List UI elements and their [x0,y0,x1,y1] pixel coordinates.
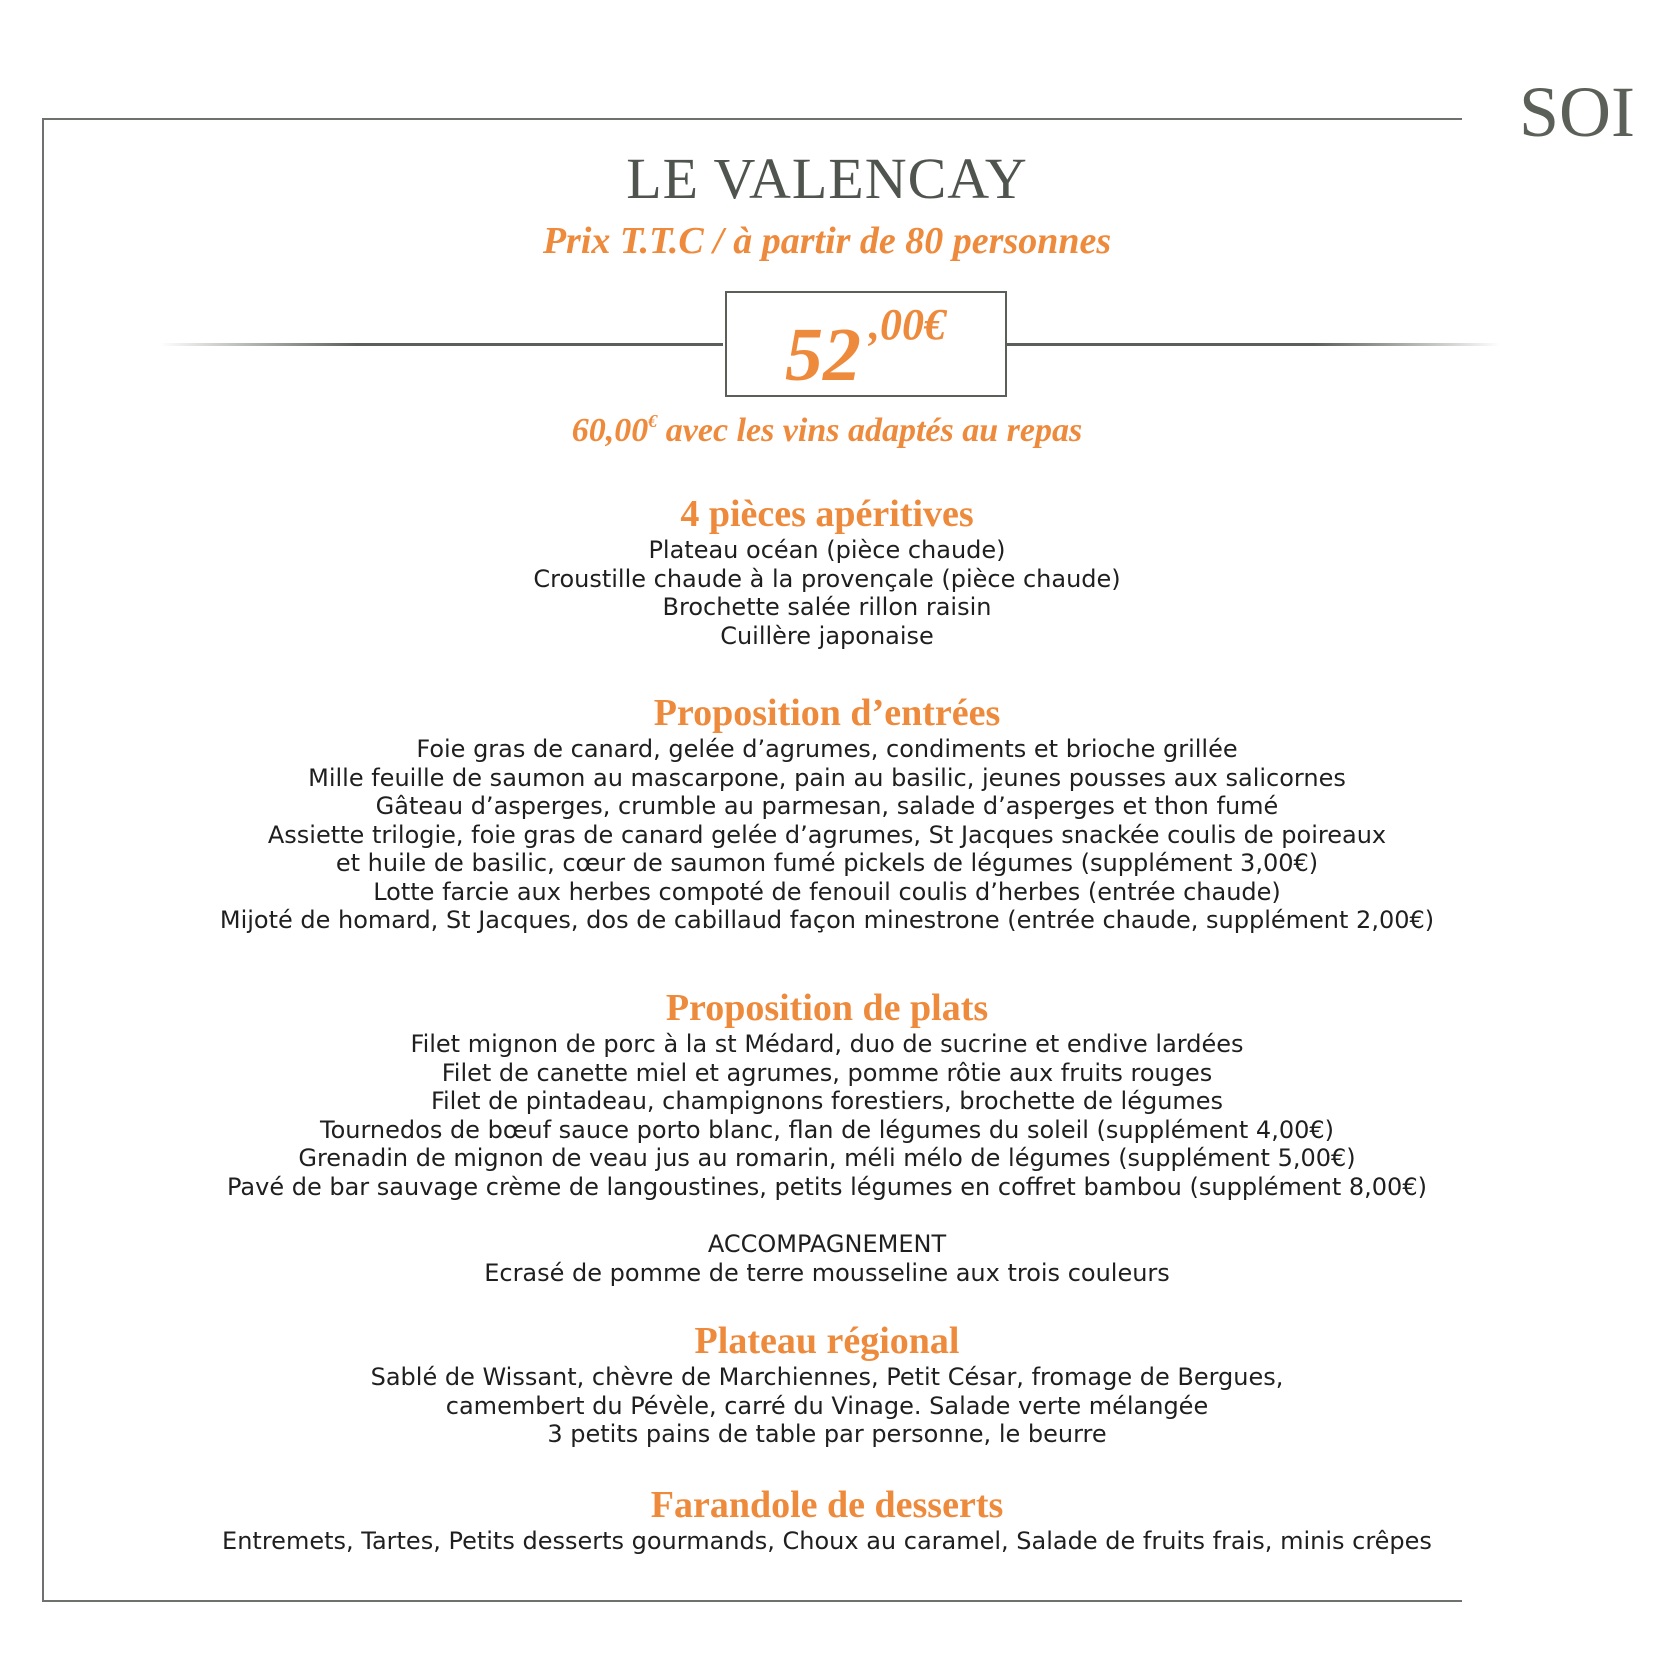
section-plats [42,986,1612,1201]
menu-item: Brochette salée rillon raisin [662,593,992,621]
accompagnement-label: ACCOMPAGNEMENT [707,1230,947,1258]
price-rule-left [160,343,723,346]
wine-price-amount: 60,00 [571,412,649,449]
section-aperitifs [42,492,1612,650]
menu-title: LE VALENCAY [626,146,1028,211]
menu-item: Foie gras de canard, gelée d’agrumes, condiments et brioche grillée [416,735,1238,763]
wine-price-line [42,412,1612,448]
item-list [42,1363,1612,1449]
menu-item: Entremets, Tartes, Petits desserts gourmands, Choux au caramel, Salade de fruits frais, minis crêpes [222,1527,1432,1555]
menu-item: Plateau océan (pièce chaude) [648,536,1006,564]
item-list [42,1527,1612,1556]
item-list [42,536,1612,650]
corner-label: SOI [1519,72,1636,152]
section-desserts [42,1483,1612,1556]
price-rule-right [970,343,1500,346]
menu-item: Tournedos de bœuf sauce porto blanc, flan de légumes du soleil (supplément 4,00€) [320,1115,1334,1144]
menu-item: Gâteau d’asperges, crumble au parmesan, salade d’asperges et thon fumé [375,792,1279,820]
menu-item: camembert du Pévèle, carré du Vinage. Salade verte mélangée [445,1391,1209,1420]
item-list [42,1030,1612,1201]
menu-subtitle: Prix T.T.C / à partir de 80 personnes [542,220,1112,262]
section-accompagnement [42,1230,1612,1287]
menu-item: Lotte farcie aux herbes compoté de fenouil coulis d’herbes (entrée chaude) [373,877,1281,906]
wine-price-text: avec les vins adaptés au repas [657,412,1083,449]
price-main: 52 [785,313,861,397]
menu-item: Assiette trilogie, foie gras de canard gelée d’agrumes, St Jacques snackée coulis de poireaux [267,820,1387,849]
menu-item: Grenadin de mignon de veau jus au romarin, méli mélo de légumes (supplément 5,00€) [298,1144,1356,1172]
price-cents: ,00€ [869,300,946,349]
menu-item: Filet de pintadeau, champignons forestiers, brochette de légumes [430,1087,1224,1115]
section-heading: Farandole de desserts [650,1484,1004,1526]
menu-item: 3 petits pains de table par personne, le beurre [547,1420,1107,1448]
section-entrees [42,691,1612,935]
menu-item: Sablé de Wissant, chèvre de Marchiennes, Petit César, fromage de Bergues, [370,1363,1284,1391]
menu-item: Filet de canette miel et agrumes, pomme rôtie aux fruits rouges [441,1058,1213,1087]
section-heading: Proposition de plats [665,987,989,1029]
section-heading: 4 pièces apéritives [680,493,974,535]
accompagnement-text: Ecrasé de pomme de terre mousseline aux trois couleurs [484,1258,1170,1287]
menu-item: Croustille chaude à la provençale (pièce chaude) [533,564,1121,593]
price-box [725,291,1007,397]
section-heading: Proposition d’entrées [653,692,1001,734]
menu-item: Mijoté de homard, St Jacques, dos de cabillaud façon minestrone (entrée chaude, supplément 2,00€) [219,906,1435,934]
menu-item: Mille feuille de saumon au mascarpone, pain au basilic, jeunes pousses aux salicornes [308,763,1346,792]
menu-item: et huile de basilic, cœur de saumon fumé pickels de légumes (supplément 3,00€) [335,849,1319,877]
section-heading: Plateau régional [694,1320,960,1362]
menu-item: Cuillère japonaise [720,621,934,650]
menu-item: Pavé de bar sauvage crème de langoustines, petits légumes en coffret bambou (supplément 8,00€) [227,1172,1427,1201]
menu-item: Filet mignon de porc à la st Médard, duo de sucrine et endive lardées [410,1030,1244,1058]
section-plateau [42,1319,1612,1449]
wine-price-currency: € [648,411,658,431]
item-list [42,735,1612,935]
